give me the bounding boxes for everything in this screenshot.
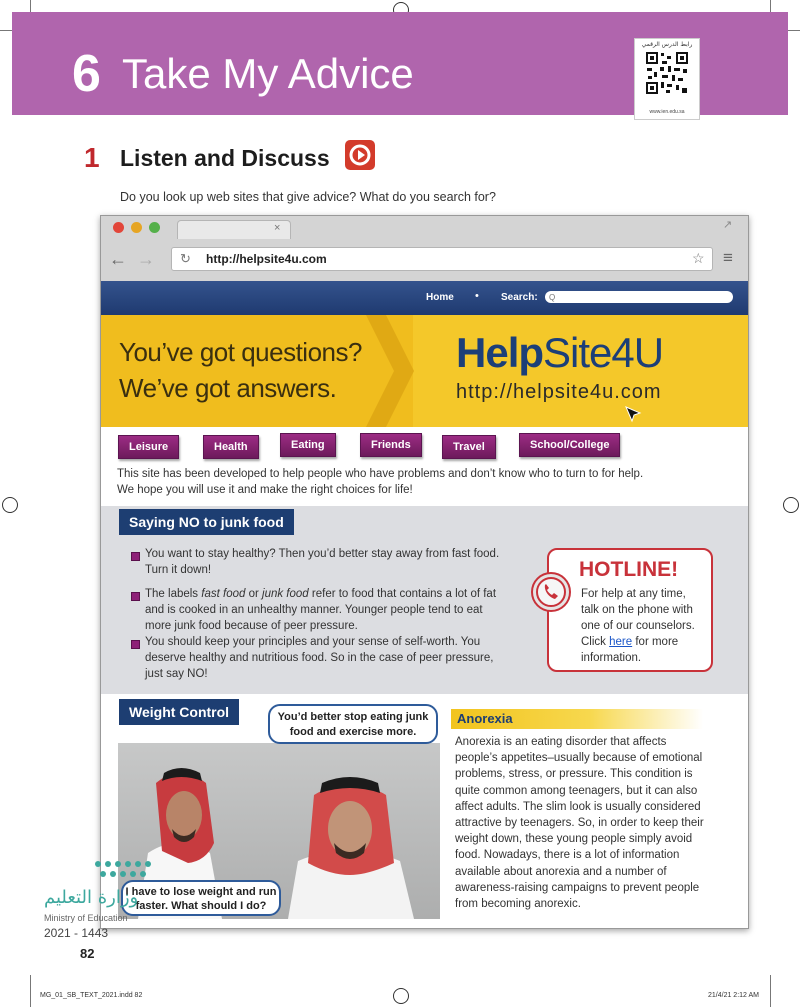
banner-question: You’ve got questions? [119,337,362,367]
bullet-line: Turn it down! [145,564,212,576]
logo-help: Help [456,329,544,376]
page-number: 82 [80,946,95,961]
hotline-line: talk on the phone with [581,604,693,616]
forward-arrow-icon[interactable]: → [137,249,155,269]
bullet-term: fast food [201,588,246,600]
back-arrow-icon[interactable]: ← [109,249,127,269]
category-leisure-button[interactable]: Leisure [118,435,179,459]
menu-icon[interactable]: ≡ [723,248,733,267]
banner-url: http://helpsite4u.com [456,381,662,403]
hotline-text-part: for more [632,636,679,648]
ministry-logo-icon [88,858,158,884]
paragraph-line: food. Nowadays, there is a lot of information [455,849,680,862]
weight-control-heading: Weight Control [119,699,239,725]
registration-mark-icon [393,988,409,1004]
ministry-name-arabic: وزارة التعليم [44,887,139,908]
site-banner [101,315,748,427]
browser-chrome [101,216,748,281]
bullet-line: You should keep your principles and your sense of self-worth. You [145,636,481,648]
tab-close-icon[interactable]: × [274,222,281,234]
speech-line: I have to lose weight and run [125,886,277,898]
discussion-prompt: Do you look up web sites that give advice? What do you search for? [120,190,496,204]
junk-food-heading: Saying NO to junk food [119,509,294,535]
bullet-square-icon [131,592,140,601]
bullet-line: and is cooked in an unhealthy manner. Younger people tend to eat [145,604,483,616]
hotline-title: HOTLINE! [579,558,679,581]
hotline-line: information. [581,652,642,664]
speech-line: You’d better stop eating junk [277,711,429,723]
bullet-square-icon [131,552,140,561]
unit-title: Take My Advice [122,50,414,97]
speech-line: faster. What should I do? [135,900,267,912]
hotline-line: one of our counselors. [581,620,695,632]
unit-number: 6 [72,45,101,103]
speech-bubble [268,704,438,744]
anorexia-paragraph [455,734,725,912]
category-health-button[interactable]: Health [203,435,259,459]
audio-play-icon[interactable] [345,140,375,170]
registration-mark-icon [783,497,799,513]
nav-home-link[interactable]: Home [426,292,454,303]
reload-icon[interactable]: ↻ [180,251,191,266]
qr-code-icon [645,51,689,95]
print-slug-file: MG_01_SB_TEXT_2021.indd 82 [40,992,143,999]
browser-window [100,215,749,929]
address-bar[interactable] [171,247,713,271]
paragraph-line: affect adults. The slim look is usually considered [455,800,701,813]
site-intro-line: This site has been developed to help people who have problems and don’t know who to turn to for help. [117,468,644,480]
crop-mark [30,0,31,12]
bullet-line: more junk food because of peer pressure. [145,620,358,632]
paragraph-line: weight down, these young people simply avoid [455,833,693,846]
category-eating-button[interactable]: Eating [280,433,336,457]
bullet-line: You want to stay healthy? Then you’d better stay away from fast food. [145,548,500,560]
minimize-window-icon[interactable] [131,222,142,233]
maximize-window-icon[interactable] [149,222,160,233]
paragraph-line: awareness-raising campaigns to prevent people [455,881,700,894]
close-window-icon[interactable] [113,222,124,233]
site-search-input[interactable] [545,291,733,303]
digital-lesson-qr[interactable] [634,38,700,120]
paragraph-line: quite common among teenagers, but it can also [455,784,698,797]
paragraph-line: attractive by teenagers. So, in order to keep their [455,817,704,830]
bullet-text-part: or [245,588,263,600]
nav-separator: • [475,290,479,302]
bullet-square-icon [131,640,140,649]
paragraph-line: Anorexia is an eating disorder that affects [455,736,667,748]
category-travel-button[interactable]: Travel [442,435,496,459]
crop-mark [788,30,800,31]
bullet-line [145,586,525,602]
site-logo [456,329,663,377]
anorexia-heading: Anorexia [451,709,703,729]
crop-mark [770,0,771,12]
mouse-cursor-icon [624,405,642,423]
print-slug-date: 21/4/21 2:12 AM [708,992,759,999]
category-friends-button[interactable]: Friends [360,433,422,457]
bullet-line: just say NO! [145,668,208,680]
bullet-text-part: refer to food that contains a lot of fat [308,588,497,600]
paragraph-line: people’s appetites–usually because of emotional [455,752,703,765]
crop-mark [30,975,31,1007]
qr-caption: رابط الدرس الرقمي [641,41,693,48]
phone-icon [531,572,571,612]
category-school-college-button[interactable]: School/College [519,433,620,457]
address-url[interactable]: http://helpsite4u.com [206,252,327,266]
hotline-text-part: Click [581,636,610,648]
crop-mark [770,975,771,1007]
registration-mark-icon [2,497,18,513]
site-intro-line: We hope you will use it and make the right choices for life! [117,484,413,496]
logo-site4u: Site4U [543,329,664,376]
paragraph-line: from becoming anorexic. [455,898,581,911]
junk-food-bullet [145,586,525,634]
bullet-line: deserve healthy and nutritious food. So in the case of peer pressure, [145,652,494,664]
hotline-here-link[interactable]: here [609,636,633,648]
hotline-body [581,586,709,666]
bullet-term: junk food [262,588,309,600]
speech-bubble [121,880,281,916]
site-nav-bar [101,281,748,315]
star-icon[interactable]: ☆ [692,250,705,266]
section-number: 1 [84,142,100,173]
junk-food-section [101,506,748,694]
qr-url: www.ien.edu.sa [649,109,685,115]
nav-search-label: Search: [501,292,538,303]
browser-tab[interactable] [177,220,291,239]
paragraph-line: available about anorexia and a number of [455,865,667,878]
ministry-name-english: Ministry of Education [44,913,128,923]
expand-icon[interactable]: ↗ [723,219,733,231]
crop-mark [0,30,12,31]
hotline-line: For help at any time, [581,588,686,600]
paragraph-line: problems, stress, or pressure. This condition is [455,768,693,781]
hotline-box [547,548,713,672]
junk-food-bullet [145,634,525,682]
bullet-text-part: The labels [145,588,202,600]
junk-food-bullet [145,546,525,578]
section-title: Listen and Discuss [120,145,330,171]
hotline-line [581,634,709,650]
banner-chevron-icon [366,315,416,427]
edition-year: 2021 - 1443 [44,926,109,940]
banner-answer: We’ve got answers. [119,373,337,403]
speech-line: food and exercise more. [289,726,417,738]
